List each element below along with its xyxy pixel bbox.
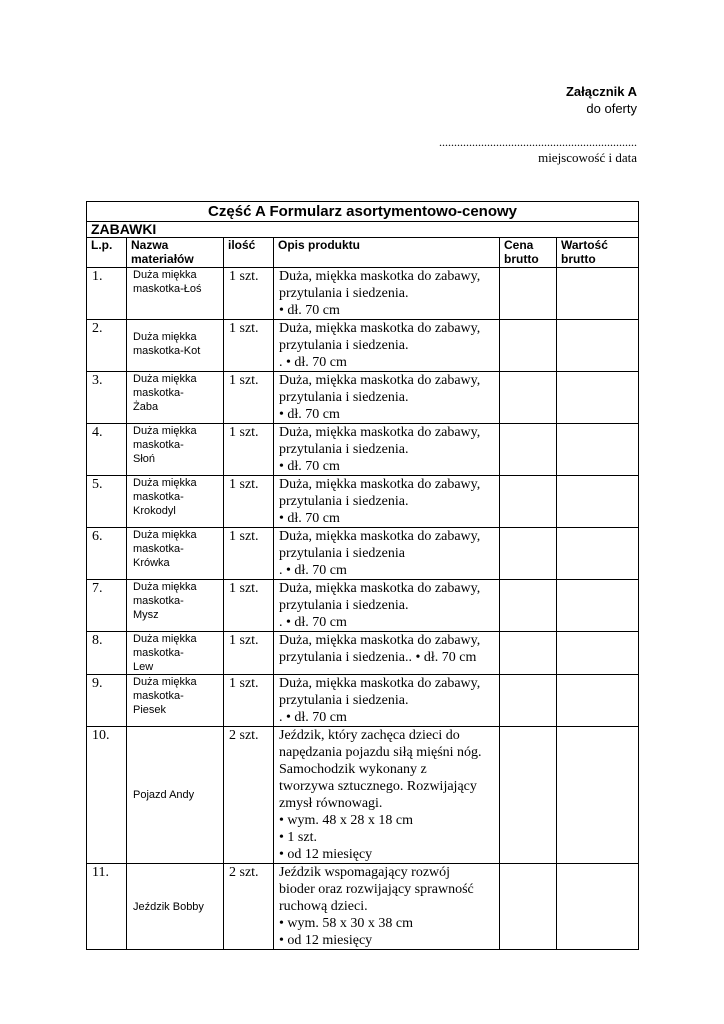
- value-cell: [557, 372, 639, 424]
- material-name: Duża miękka maskotka- Lew: [127, 632, 224, 675]
- product-description: Jeździk wspomagający rozwój bioder oraz rozwijający sprawność ruchową dzieci. • wym. 58 x 30 x 38 cm • od 12 miesięcy: [274, 864, 500, 950]
- row-number: 5.: [87, 476, 127, 528]
- header-qty: ilość: [224, 238, 274, 268]
- value-cell: [557, 580, 639, 632]
- header-value: Wartość brutto: [557, 238, 639, 268]
- material-name: Duża miękka maskotka- Żaba: [127, 372, 224, 424]
- table-row: [87, 320, 639, 372]
- row-number: 4.: [87, 424, 127, 476]
- product-description: Duża, miękka maskotka do zabawy, przytulania i siedzenia.. • dł. 70 cm: [274, 632, 500, 675]
- price-cell: [500, 528, 557, 580]
- price-cell: [500, 864, 557, 950]
- value-cell: [557, 320, 639, 372]
- table-row: [87, 528, 639, 580]
- product-description: Duża, miękka maskotka do zabawy, przytulania i siedzenia. • dł. 70 cm: [274, 424, 500, 476]
- product-description: Duża, miękka maskotka do zabawy, przytulania i siedzenia . • dł. 70 cm: [274, 528, 500, 580]
- material-name: Jeździk Bobby: [127, 864, 224, 950]
- row-number: 1.: [87, 268, 127, 320]
- place-date-dotted-line: ..................................................................: [439, 135, 637, 149]
- price-cell: [500, 632, 557, 675]
- table-row: [87, 864, 639, 950]
- form-title: Część A Formularz asortymentowo-cenowy: [87, 202, 639, 222]
- material-name: Pojazd Andy: [127, 727, 224, 864]
- quantity: 2 szt.: [224, 864, 274, 950]
- quantity: 1 szt.: [224, 528, 274, 580]
- row-number: 2.: [87, 320, 127, 372]
- table-row: [87, 727, 639, 864]
- product-description: Duża, miękka maskotka do zabawy, przytulania i siedzenia. • dł. 70 cm: [274, 476, 500, 528]
- header-price: Cena brutto: [500, 238, 557, 268]
- value-cell: [557, 424, 639, 476]
- material-name: Duża miękka maskotka- Piesek: [127, 675, 224, 727]
- place-date-label: miejscowość i data: [538, 150, 637, 165]
- table-row: [87, 632, 639, 675]
- quantity: 1 szt.: [224, 580, 274, 632]
- table-row: [87, 372, 639, 424]
- table-row: [87, 580, 639, 632]
- quantity: 1 szt.: [224, 476, 274, 528]
- table-header-row: [87, 238, 639, 268]
- product-description: Jeździk, który zachęca dzieci do napędzania pojazdu siłą mięśni nóg. Samochodzik wykonany z tworzywa sztucznego. Rozwijający zmysł równowagi. • wym. 48 x 28 x 18 cm • 1 szt. • od 12 miesięcy: [274, 727, 500, 864]
- product-description: Duża, miękka maskotka do zabawy, przytulania i siedzenia. . • dł. 70 cm: [274, 675, 500, 727]
- material-name: Duża miękka maskotka- Krokodyl: [127, 476, 224, 528]
- value-cell: [557, 727, 639, 864]
- row-number: 9.: [87, 675, 127, 727]
- price-cell: [500, 424, 557, 476]
- attachment-title: Załącznik A: [565, 84, 637, 99]
- table-row: [87, 476, 639, 528]
- product-description: Duża, miękka maskotka do zabawy, przytulania i siedzenia. • dł. 70 cm: [274, 372, 500, 424]
- quantity: 1 szt.: [224, 632, 274, 675]
- quantity: 2 szt.: [224, 727, 274, 864]
- section-label: ZABAWKI: [87, 222, 639, 238]
- quantity: 1 szt.: [224, 268, 274, 320]
- price-cell: [500, 476, 557, 528]
- material-name: Duża miękka maskotka-Łoś: [127, 268, 224, 320]
- attachment-subtitle: do oferty: [586, 101, 637, 116]
- quantity: 1 szt.: [224, 675, 274, 727]
- price-cell: [500, 372, 557, 424]
- header-name: Nazwa materiałów: [127, 238, 224, 268]
- price-cell: [500, 727, 557, 864]
- table-row: [87, 268, 639, 320]
- quantity: 1 szt.: [224, 320, 274, 372]
- material-name: Duża miękka maskotka- Słoń: [127, 424, 224, 476]
- value-cell: [557, 528, 639, 580]
- product-description: Duża, miękka maskotka do zabawy, przytulania i siedzenia. • dł. 70 cm: [274, 268, 500, 320]
- value-cell: [557, 675, 639, 727]
- price-cell: [500, 320, 557, 372]
- header-description: Opis produktu: [274, 238, 500, 268]
- material-name: Duża miękka maskotka- Krówka: [127, 528, 224, 580]
- value-cell: [557, 476, 639, 528]
- product-description: Duża, miękka maskotka do zabawy, przytulania i siedzenia. . • dł. 70 cm: [274, 320, 500, 372]
- material-name: Duża miękka maskotka-Kot: [127, 320, 224, 372]
- price-form-table: [86, 201, 639, 950]
- material-name: Duża miękka maskotka- Mysz: [127, 580, 224, 632]
- price-cell: [500, 268, 557, 320]
- header-lp: L.p.: [87, 238, 127, 268]
- quantity: 1 szt.: [224, 372, 274, 424]
- value-cell: [557, 864, 639, 950]
- row-number: 11.: [87, 864, 127, 950]
- row-number: 3.: [87, 372, 127, 424]
- value-cell: [557, 268, 639, 320]
- row-number: 6.: [87, 528, 127, 580]
- price-cell: [500, 675, 557, 727]
- row-number: 8.: [87, 632, 127, 675]
- table-row: [87, 424, 639, 476]
- product-description: Duża, miękka maskotka do zabawy, przytulania i siedzenia. . • dł. 70 cm: [274, 580, 500, 632]
- value-cell: [557, 632, 639, 675]
- quantity: 1 szt.: [224, 424, 274, 476]
- table-row: [87, 675, 639, 727]
- row-number: 7.: [87, 580, 127, 632]
- row-number: 10.: [87, 727, 127, 864]
- price-cell: [500, 580, 557, 632]
